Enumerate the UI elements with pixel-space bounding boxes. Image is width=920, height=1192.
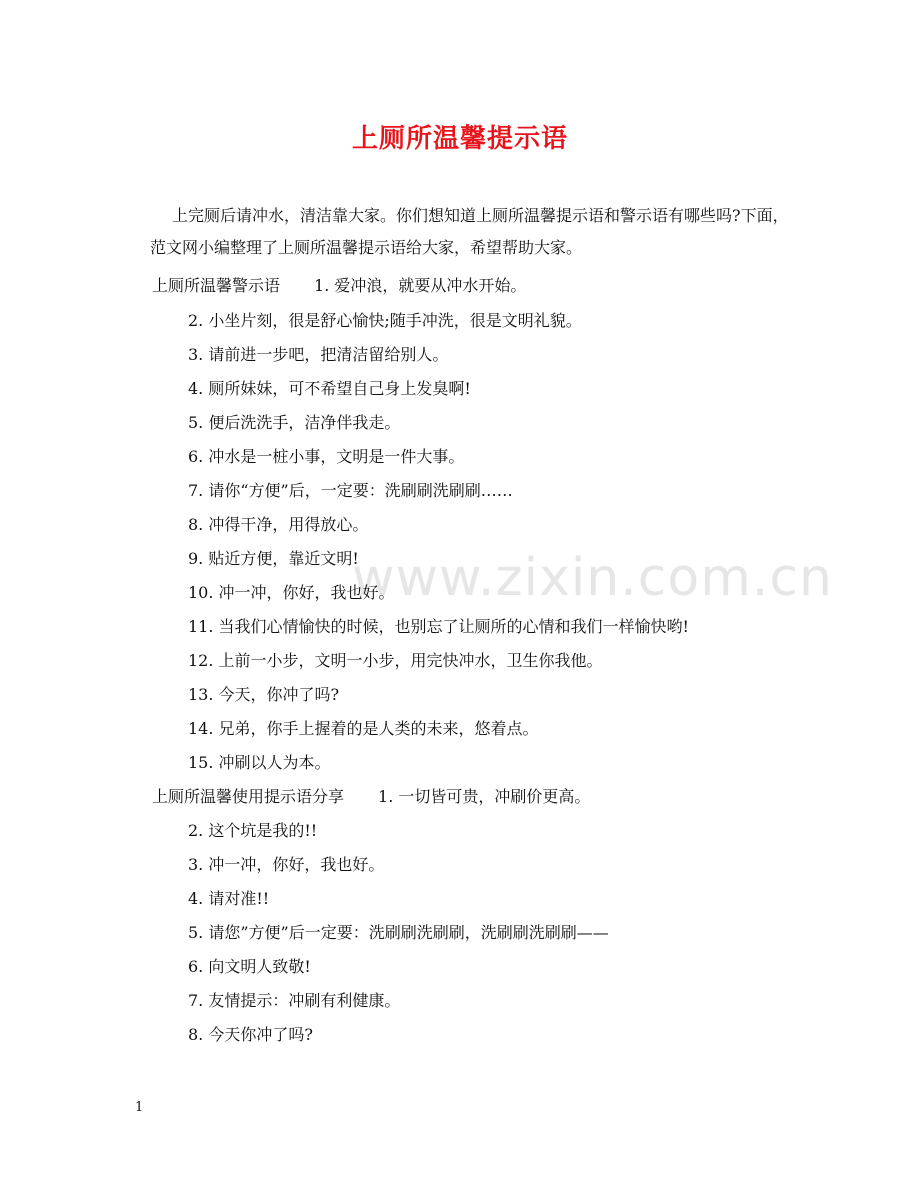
watermark: www.zixin.com.cn [352,548,833,608]
list-item: 12. 上前一小步，文明一小步，用完快冲水，卫生你我他。 [188,651,603,670]
list-item: 10. 冲一冲，你好，我也好。 [188,583,395,602]
list-item: 3. 请前进一步吧，把清洁留给别人。 [188,345,449,364]
intro-text: 上完厕后请冲水，清洁靠大家。你们想知道上厕所温馨提示语和警示语有哪些吗?下面，范文网小编整理了上厕所温馨提示语给大家，希望帮助大家。 [150,206,789,257]
list-item: 3. 冲一冲，你好，我也好。 [188,855,385,874]
list-item: 2. 这个坑是我的!! [188,821,318,840]
list-item: 1. 爱冲浪，就要从冲水开始。 [314,276,527,295]
list-item: 15. 冲刷以人为本。 [188,753,331,772]
section-heading-2-line [152,787,590,807]
list-item: 9. 贴近方便，靠近文明! [188,549,359,568]
list-item: 7. 友情提示：冲刷有利健康。 [188,991,401,1010]
page-number: 1 [135,1100,144,1115]
list-item: 13. 今天，你冲了吗? [188,685,340,704]
list-item: 4. 厕所妹妹，可不希望自己身上发臭啊! [188,379,471,398]
list-item: 8. 冲得干净，用得放心。 [188,515,369,534]
document-title: 上厕所温馨提示语 [351,124,568,154]
section-heading: 上厕所温馨使用提示语分享 [152,787,345,806]
list-item: 11. 当我们心情愉快的时候，也别忘了让厕所的心情和我们一样愉快哟! [188,617,689,636]
intro-paragraph [150,200,790,264]
list-item: 5. 请您”方便”后一定要：洗刷刷洗刷刷，洗刷刷洗刷刷—— [188,923,609,942]
list-item: 2. 小坐片刻，很是舒心愉快;随手冲洗，很是文明礼貌。 [188,311,582,330]
section-heading: 上厕所温馨警示语 [152,276,281,295]
list-item: 4. 请对准!! [188,889,270,908]
list-item: 7. 请你“方便”后，一定要：洗刷刷洗刷刷…… [188,481,513,500]
section-heading-1-line [152,276,526,296]
list-item: 8. 今天你冲了吗? [188,1025,313,1044]
list-item: 6. 向文明人致敬! [188,957,311,976]
list-item: 6. 冲水是一桩小事，文明是一件大事。 [188,447,465,466]
list-item: 14. 兄弟，你手上握着的是人类的未来，悠着点。 [188,719,539,738]
list-item: 5. 便后洗洗手，洁净伴我走。 [188,413,401,432]
list-item: 1. 一切皆可贵，冲刷价更高。 [378,787,591,806]
